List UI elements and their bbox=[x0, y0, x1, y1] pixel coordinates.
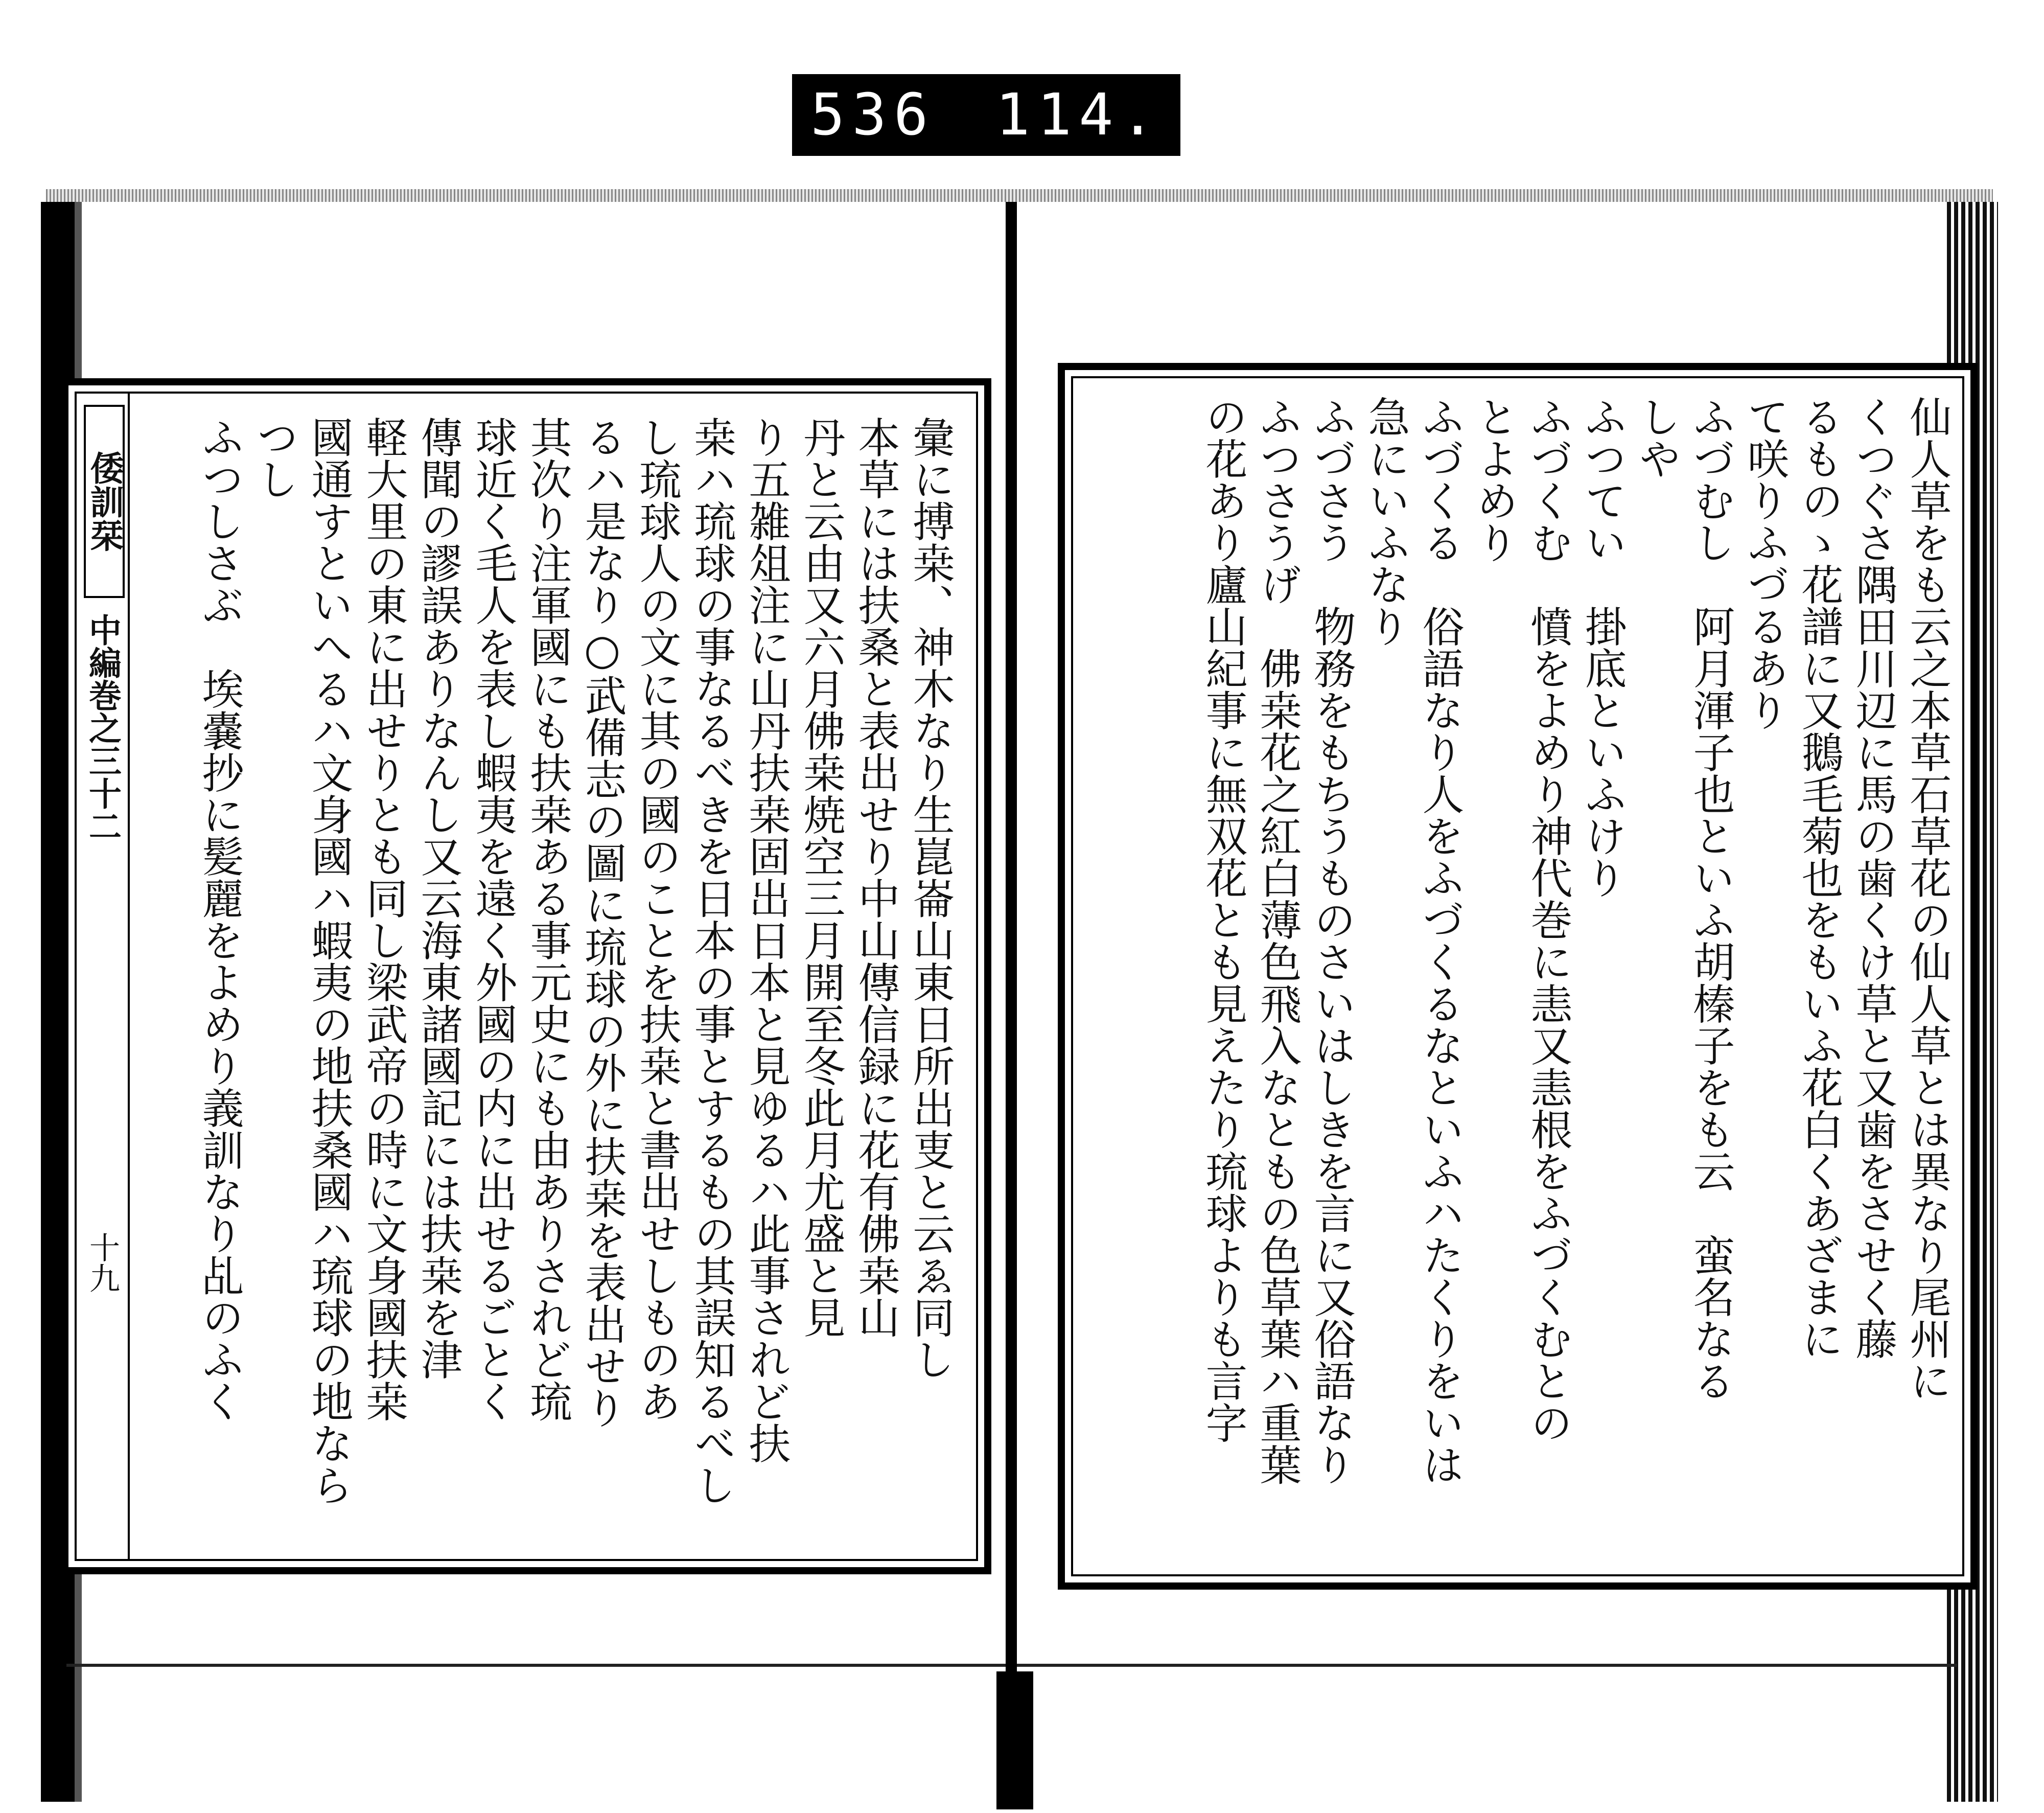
folio-number: 十九 bbox=[84, 1232, 120, 1293]
text-column: ふつさうげ 佛桒花之紅白薄色飛入なともの色草葉ハ重葉 bbox=[1253, 396, 1302, 1485]
text-column: つし bbox=[250, 416, 298, 500]
text-column: 彙に搏桒、神木なり生崑崙山東日所出叓と云ゑ同し bbox=[906, 416, 955, 1380]
book-gutter bbox=[1006, 202, 1017, 1725]
text-column: 本草には扶桑と表出せり中山傳信録に花有佛桒山 bbox=[851, 416, 900, 1338]
volume-label: 中編巻之三十二 bbox=[83, 613, 122, 842]
text-column: り五雑俎注に山丹扶桒固出日本と見ゆるハ此事されど扶 bbox=[742, 416, 791, 1464]
text-column: 傳聞の謬誤ありなんし又云海東諸國記には扶桒を津 bbox=[414, 416, 462, 1380]
catalogue-number-right: 114. bbox=[995, 82, 1162, 148]
text-column: ふづくる 俗語なり人をふづくるなといふハたくりをいは bbox=[1415, 396, 1464, 1485]
text-column: ふつてい 掛底といふけり bbox=[1578, 396, 1627, 899]
text-column: 仙人草をも云之本草石草花の仙人草とは異なり尾州に bbox=[1903, 396, 1952, 1402]
text-column: くつぐさ隅田川辺に馬の歯くけ草と又歯をさせく藤 bbox=[1849, 396, 1897, 1360]
text-column: るものゝ花譜に又鵝毛菊也をもいふ花白くあざまに bbox=[1795, 396, 1843, 1360]
right-page-text bbox=[1085, 396, 1954, 1551]
left-page bbox=[61, 378, 991, 1574]
text-column: とよめり bbox=[1470, 396, 1518, 563]
text-column: て咲りふづるあり bbox=[1740, 396, 1789, 731]
text-column: ふつしさぶ 埃嚢抄に髪麗をよめり義訓なり乩のふく bbox=[195, 416, 244, 1422]
running-title: 倭訓栞 bbox=[84, 405, 125, 598]
text-column: し琉球人の文に其の國のことを扶桒と書出せしものあ bbox=[633, 416, 681, 1422]
catalogue-number-left: 536 bbox=[810, 82, 936, 148]
text-column: しや bbox=[1632, 396, 1681, 479]
text-column: の花あり廬山紀事に無双花とも見えたり琉球よりも言字 bbox=[1199, 396, 1247, 1443]
text-column: 丹と云由又六月佛桒焼空三月開至冬此月尤盛と見 bbox=[797, 416, 845, 1338]
text-column: 急にいふなり bbox=[1361, 396, 1410, 647]
left-page-margin-column bbox=[77, 394, 130, 1559]
text-column: 軽大里の東に出せりとも同し梁武帝の時に文身國扶桒 bbox=[359, 416, 408, 1422]
catalogue-label bbox=[792, 74, 1180, 156]
text-column: ふづくむ 憤をよめり神代巻に恚又恚根をふづくむとの bbox=[1524, 396, 1572, 1443]
text-column: ふづさう 物務をもちうものさいはしきを言に又俗語なり bbox=[1307, 396, 1356, 1485]
text-column: 球近く毛人を表し蝦夷を遠く外國の内に出せるごとく bbox=[469, 416, 517, 1422]
gutter-tab bbox=[996, 1671, 1033, 1809]
text-column: 其次り注軍國にも扶桒ある事元史にも由ありされど琉 bbox=[523, 416, 572, 1422]
left-page-text bbox=[135, 416, 958, 1541]
text-column: るハ是なり○武備志の圖に琉球の外に扶桒を表出せり bbox=[578, 416, 626, 1429]
text-column: ふづむし 阿月渾子也といふ胡榛子をも云 蛮名なる bbox=[1686, 396, 1735, 1402]
text-column: 國通すといへるハ文身國ハ蝦夷の地扶桑國ハ琉球の地なら bbox=[305, 416, 353, 1506]
right-page bbox=[1058, 363, 1978, 1590]
text-column: 桒ハ琉球の事なるべきを日本の事とするもの其誤知るべし bbox=[687, 416, 736, 1506]
